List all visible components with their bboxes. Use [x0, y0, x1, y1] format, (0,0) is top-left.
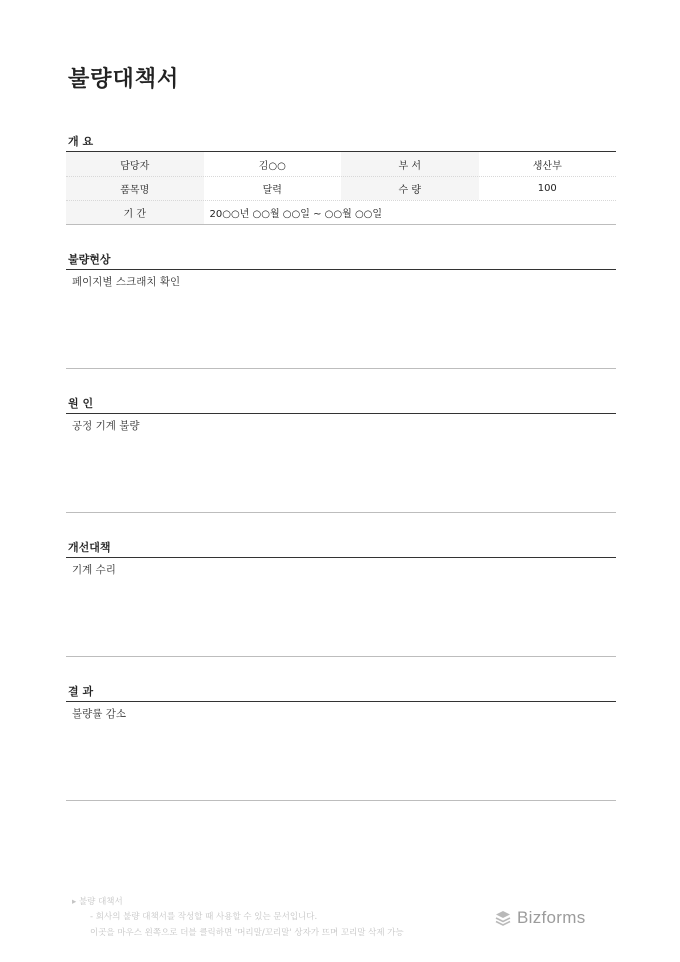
- label-manager: 담당자: [66, 152, 204, 176]
- table-row: [66, 152, 616, 176]
- section-cause-top-rule: [66, 413, 616, 414]
- table-row: [66, 200, 616, 224]
- overview-heading: 개 요: [68, 135, 94, 148]
- section-countermeasure-bottom-rule: [66, 656, 616, 657]
- section-defect-bottom-rule: [66, 368, 616, 369]
- section-cause-content[interactable]: 공정 기계 불량: [72, 420, 140, 432]
- section-result-content[interactable]: 불량률 감소: [72, 708, 127, 720]
- row-divider: [66, 200, 616, 201]
- value-quantity[interactable]: 100: [537, 182, 557, 194]
- section-result-heading: 결 과: [68, 685, 94, 698]
- section-countermeasure-content[interactable]: 기계 수리: [72, 564, 116, 576]
- footer-description: - 회사의 불량 대책서를 작성할 때 사용할 수 있는 문서입니다.: [90, 912, 318, 922]
- table-row: [66, 176, 616, 200]
- value-item-name[interactable]: 달력: [262, 184, 282, 196]
- value-period[interactable]: 20○○년 ○○월 ○○일 ~ ○○월 ○○일: [209, 208, 383, 220]
- bizforms-logo: [494, 908, 586, 928]
- value-department[interactable]: 생산부: [532, 160, 562, 172]
- label-period: 기 간: [66, 200, 204, 224]
- section-defect-heading: 불량현상: [68, 253, 111, 266]
- document-title: 불량대책서: [68, 67, 180, 92]
- value-manager[interactable]: 김○○: [258, 160, 286, 172]
- label-item-name: 품목명: [66, 176, 204, 200]
- overview-bottom-rule: [66, 224, 616, 225]
- section-cause-heading: 원 인: [68, 397, 94, 410]
- section-result-top-rule: [66, 701, 616, 702]
- footer-instruction[interactable]: 이곳을 마우스 왼쪽으로 더블 클릭하면 '머리말/꼬리말' 상자가 뜨며 꼬리말 삭제 가능: [90, 928, 404, 938]
- section-defect-top-rule: [66, 269, 616, 270]
- section-countermeasure-top-rule: [66, 557, 616, 558]
- footer-title: ▸ 불량 대책서: [72, 897, 123, 907]
- label-department: 부 서: [341, 152, 479, 176]
- overview-table: [66, 152, 616, 224]
- stacked-layers-icon: [494, 909, 512, 927]
- row-divider: [66, 176, 616, 177]
- section-cause-bottom-rule: [66, 512, 616, 513]
- label-quantity: 수 량: [341, 176, 479, 200]
- section-defect-content[interactable]: 페이지별 스크래치 확인: [72, 276, 181, 288]
- section-countermeasure-heading: 개선대책: [68, 541, 111, 554]
- section-result-bottom-rule: [66, 800, 616, 801]
- logo-text: Bizforms: [517, 908, 586, 927]
